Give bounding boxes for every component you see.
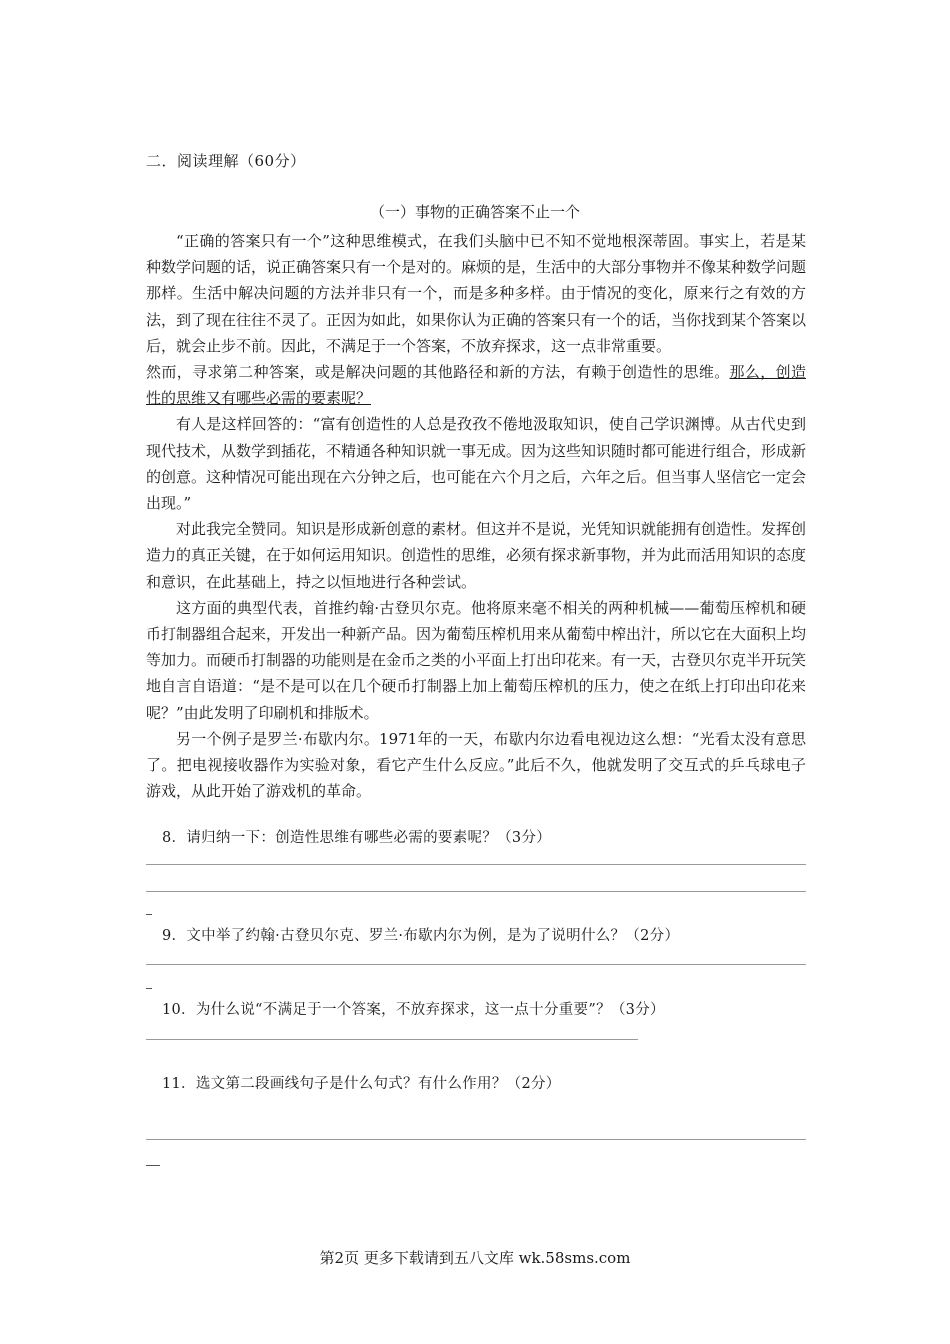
answer-line-11-end <box>146 1165 160 1166</box>
paragraph-6: 另一个例子是罗兰·布歇内尔。1971年的一天，布歇内尔边看电视边这么想：“光看太没有意思了。把电视接收器作为实验对象，看它产生什么反应。”此后不久，他就发明了交互式的乒乓球电子游戏，从此开始了游戏机的革命。 <box>146 729 806 801</box>
section-title: 二．阅读理解（60分） <box>146 152 306 170</box>
question-10: 10．为什么说“不满足于一个答案，不放弃探求，这一点十分重要”？（3分） <box>162 1002 665 1018</box>
passage-body <box>146 228 806 804</box>
paragraph-5: 这方面的典型代表，首推约翰·古登贝尔克。他将原来毫不相关的两种机械——葡萄压榨机和硬币打制器组合起来，开发出一种新产品。因为葡萄压榨机用来从葡萄中榨出汁，所以它在大面积上均等加力。而硬币打制器的功能则是在金币之类的小平面上打出印花来。有一天，古登贝尔克半开玩笑地自言自语道：“是不是可以在几个硬币打制器上加上葡萄压榨机的压力，使之在纸上打印出印花来呢？”由此发明了印刷机和排版术。 <box>146 598 807 722</box>
paragraph-1: “正确的答案只有一个”这种思维模式，在我们头脑中已不知不觉地根深蒂固。事实上，若是某种数学问题的话，说正确答案只有一个是对的。麻烦的是，生活中的大部分事物并不像某种数学问题那样。生活中解决问题的方法并非只有一个，而是多种多样。由于情况的变化，原来行之有效的方法，到了现在往往不灵了。正因为如此，如果你认为正确的答案只有一个的话，当你找到某个答案以后，就会止步不前。因此，不满足于一个答案，不放弃探求，这一点非常重要。 <box>146 232 807 355</box>
answer-line-11[interactable] <box>146 1139 806 1140</box>
question-8: 8．请归纳一下：创造性思维有哪些必需的要素呢？（3分） <box>162 830 552 846</box>
answer-line-9[interactable] <box>146 964 806 965</box>
paragraph-2 <box>146 359 806 411</box>
answer-line-8-end <box>146 914 152 915</box>
question-11: 11．选文第二段画线句子是什么句式？有什么作用？（2分） <box>162 1076 561 1092</box>
answer-line-9-end <box>146 988 152 989</box>
paragraph-4: 对此我完全赞同。知识是形成新创意的素材。但这并不是说，光凭知识就能拥有创造性。发挥创造力的真正关键，在于如何运用知识。创造性的思维，必须有探求新事物，并为此而活用知识的态度和意识，在此基础上，持之以恒地进行各种尝试。 <box>146 520 807 591</box>
answer-line-8a[interactable] <box>146 864 806 865</box>
underlined-sentence: 那么，创造性的思维又有哪些必需的要素呢？ <box>146 363 806 408</box>
page-footer: 第2页 更多下载请到五八文库 wk.58sms.com <box>319 1249 631 1267</box>
question-9: 9．文中举了约翰·古登贝尔克、罗兰·布歇内尔为例，是为了说明什么？（2分） <box>162 928 680 944</box>
answer-line-8b[interactable] <box>146 891 806 892</box>
passage-title: （一）事物的正确答案不止一个 <box>369 203 580 221</box>
paragraph-3: 有人是这样回答的：“富有创造性的人总是孜孜不倦地汲取知识，使自己学识渊博。从古代史到现代技术，从数学到插花，不精通各种知识就一事无成。因为这些知识随时都可能进行组合，形成新的创意。这种情况可能出现在六分钟之后，也可能在六个月之后，六年之后。但当事人坚信它一定会出现。” <box>146 415 807 513</box>
paragraph-2-text: 然而，寻求第二种答案，或是解决问题的其他路径和新的方法，有赖于创造性的思维。 <box>146 363 730 382</box>
answer-line-10[interactable] <box>146 1039 638 1040</box>
